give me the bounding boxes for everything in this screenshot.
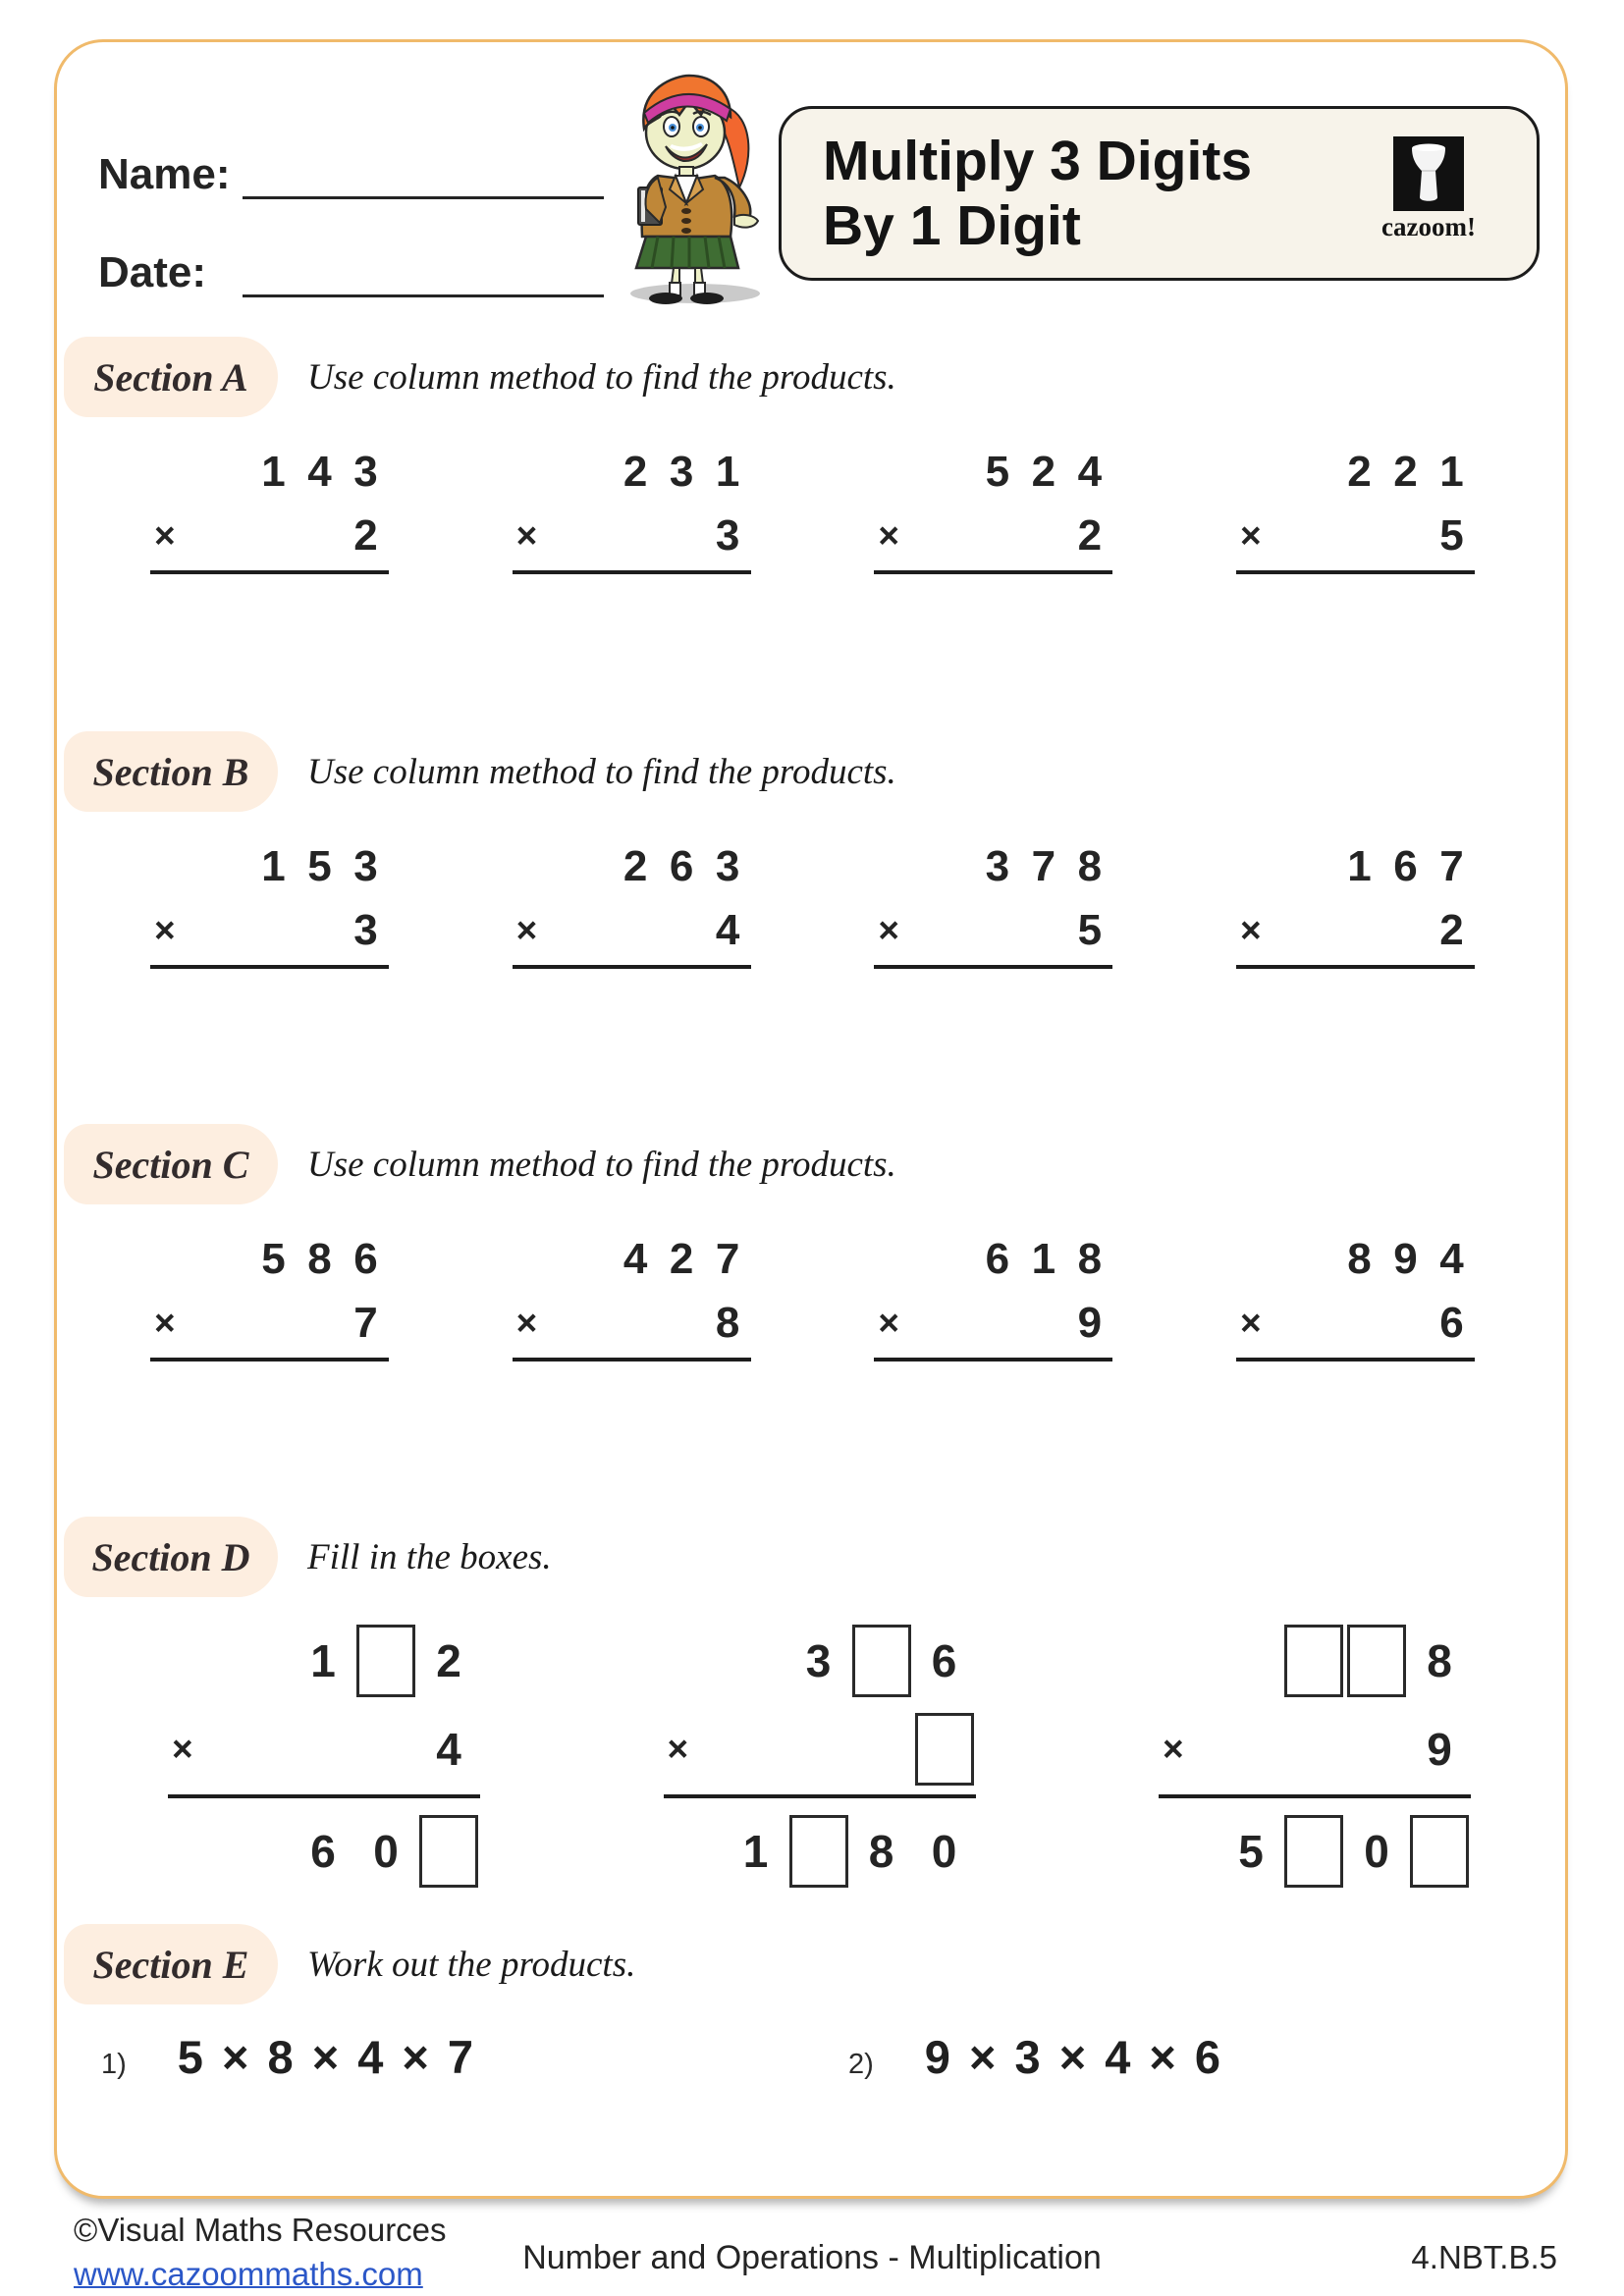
digit: 1 xyxy=(261,842,286,890)
multiply-sign: × xyxy=(1163,1729,1184,1769)
digit: 6 xyxy=(1393,842,1418,890)
footer-standard-code: 4.NBT.B.5 xyxy=(1411,2239,1557,2275)
digit: 4 xyxy=(307,448,332,496)
section-c-label: Section C xyxy=(92,1142,249,1187)
answer-box[interactable] xyxy=(356,1625,415,1697)
section-e xyxy=(57,1924,1565,2083)
digit: 2 xyxy=(623,448,648,496)
cazoom-logo xyxy=(1370,136,1488,242)
problem-b2 xyxy=(513,844,751,1075)
working-area[interactable] xyxy=(1236,574,1475,680)
section-b-label: Section B xyxy=(92,749,249,794)
working-area[interactable] xyxy=(1236,969,1475,1075)
worksheet-page xyxy=(54,39,1568,2199)
logo-wordmark: cazoom! xyxy=(1381,212,1476,241)
digit: 0 xyxy=(1364,1826,1389,1877)
problem-d3 xyxy=(1159,1622,1471,1891)
digit: 8 xyxy=(307,1235,332,1283)
name-field-row xyxy=(98,140,604,199)
digit: 8 xyxy=(868,1826,894,1877)
digit: 1 xyxy=(261,448,286,496)
problem-b3 xyxy=(874,844,1112,1075)
working-area[interactable] xyxy=(513,574,751,680)
date-field-row xyxy=(98,239,604,297)
digit: 2 xyxy=(623,842,648,890)
digit: 6 xyxy=(985,1235,1010,1283)
problem-d1 xyxy=(168,1622,480,1891)
digit: 8 xyxy=(1347,1235,1372,1283)
working-area[interactable] xyxy=(874,574,1112,680)
copyright-text: ©Visual Maths Resources xyxy=(74,2212,447,2248)
name-input-line[interactable] xyxy=(243,145,604,199)
drum-icon xyxy=(1393,136,1464,211)
multiply-sign: × xyxy=(667,1729,689,1769)
section-b xyxy=(57,731,1565,1075)
digit: 5 xyxy=(1439,511,1464,560)
digit: 8 xyxy=(715,1299,740,1347)
expression: 5 × 8 × 4 × 7 xyxy=(177,2031,477,2083)
expression: 9 × 3 × 4 × 6 xyxy=(924,2031,1224,2083)
multiply-sign: × xyxy=(1239,1303,1262,1343)
digit: 4 xyxy=(623,1235,648,1283)
digit: 0 xyxy=(931,1826,957,1877)
section-e-label: Section E xyxy=(92,1942,249,1987)
digit: 5 xyxy=(1238,1826,1264,1877)
working-area[interactable] xyxy=(513,969,751,1075)
digit: 3 xyxy=(715,842,740,890)
digit: 1 xyxy=(310,1635,336,1686)
student-girl-illustration xyxy=(587,60,784,305)
digit: 6 xyxy=(310,1826,336,1877)
answer-box[interactable] xyxy=(789,1815,848,1888)
answer-line xyxy=(664,1794,976,1798)
working-area[interactable] xyxy=(150,969,389,1075)
multiply-sign: × xyxy=(154,910,176,950)
digit: 4 xyxy=(436,1724,461,1775)
problem-number: 2) xyxy=(848,2049,874,2080)
digit: 3 xyxy=(805,1635,832,1686)
digit: 7 xyxy=(715,1235,740,1283)
multiply-sign: × xyxy=(878,515,899,556)
answer-box[interactable] xyxy=(1284,1815,1343,1888)
section-c-badge xyxy=(64,1124,278,1204)
worksheet-title xyxy=(782,129,1252,258)
name-label: Name: xyxy=(98,150,231,198)
digit: 4 xyxy=(1439,1235,1464,1283)
working-area[interactable] xyxy=(513,1362,751,1468)
answer-box[interactable] xyxy=(1410,1815,1469,1888)
digit: 2 xyxy=(1347,448,1372,496)
problem-a4 xyxy=(1236,450,1475,680)
digit: 3 xyxy=(353,448,378,496)
digit: 4 xyxy=(1077,448,1103,496)
digit: 1 xyxy=(1031,1235,1056,1283)
multiply-sign: × xyxy=(515,515,538,556)
section-a-label: Section A xyxy=(93,354,248,400)
section-c-instruction: Use column method to find the products. xyxy=(307,1144,896,1185)
title-line-1: Multiply 3 Digits xyxy=(823,130,1253,192)
digit: 5 xyxy=(1077,906,1103,954)
multiply-sign: × xyxy=(154,515,176,556)
working-area[interactable] xyxy=(874,969,1112,1075)
digit: 9 xyxy=(1427,1724,1452,1775)
website-link[interactable]: www.cazoommaths.com xyxy=(74,2256,423,2292)
digit: 3 xyxy=(715,511,740,560)
answer-box[interactable] xyxy=(915,1713,974,1786)
answer-box[interactable] xyxy=(852,1625,911,1697)
digit: 2 xyxy=(1439,906,1464,954)
multiply-sign: × xyxy=(1239,910,1262,950)
digit: 6 xyxy=(353,1235,378,1283)
working-area[interactable] xyxy=(1236,1362,1475,1468)
section-a xyxy=(57,337,1565,680)
digit: 5 xyxy=(261,1235,286,1283)
section-c xyxy=(57,1124,1565,1468)
problem-a2 xyxy=(513,450,751,680)
problem-b1 xyxy=(150,844,389,1075)
multiply-sign: × xyxy=(878,910,899,950)
section-e-badge xyxy=(64,1924,278,2004)
digit: 0 xyxy=(373,1826,399,1877)
section-e-instruction: Work out the products. xyxy=(307,1944,636,1985)
digit: 2 xyxy=(1031,448,1056,496)
digit: 9 xyxy=(1393,1235,1418,1283)
problem-e2 xyxy=(848,2030,1223,2084)
worksheet-title-box xyxy=(779,106,1540,281)
section-b-instruction: Use column method to find the products. xyxy=(307,751,896,792)
digit: 7 xyxy=(1439,842,1464,890)
digit: 8 xyxy=(1077,842,1103,890)
digit: 2 xyxy=(353,511,378,560)
answer-box[interactable] xyxy=(419,1815,478,1888)
digit: 1 xyxy=(715,448,740,496)
digit: 2 xyxy=(1077,511,1103,560)
section-d xyxy=(57,1517,1565,1891)
section-b-badge xyxy=(64,731,278,812)
digit: 2 xyxy=(669,1235,694,1283)
digit: 7 xyxy=(1031,842,1056,890)
digit: 5 xyxy=(985,448,1010,496)
date-label: Date: xyxy=(98,248,207,296)
answer-box[interactable] xyxy=(1347,1625,1406,1697)
problem-b4 xyxy=(1236,844,1475,1075)
multiply-sign: × xyxy=(515,910,538,950)
problem-c1 xyxy=(150,1237,389,1468)
section-d-label: Section D xyxy=(91,1534,250,1579)
digit: 2 xyxy=(436,1635,461,1686)
problem-d2 xyxy=(664,1622,976,1891)
answer-line xyxy=(1159,1794,1471,1798)
digit: 4 xyxy=(715,906,740,954)
problem-a3 xyxy=(874,450,1112,680)
multiply-sign: × xyxy=(515,1303,538,1343)
footer-topic: Number and Operations - Multiplication xyxy=(522,2239,1102,2276)
section-a-instruction: Use column method to find the products. xyxy=(307,356,896,398)
working-area[interactable] xyxy=(874,1362,1112,1468)
date-input-line[interactable] xyxy=(243,243,604,297)
digit: 9 xyxy=(1077,1299,1103,1347)
digit: 3 xyxy=(985,842,1010,890)
digit: 6 xyxy=(669,842,694,890)
digit: 8 xyxy=(1427,1635,1452,1686)
digit: 6 xyxy=(931,1635,957,1686)
section-a-badge xyxy=(64,337,278,417)
multiply-sign: × xyxy=(878,1303,899,1343)
answer-line xyxy=(168,1794,480,1798)
problem-e1 xyxy=(101,2030,476,2084)
multiply-sign: × xyxy=(154,1303,176,1343)
section-d-badge xyxy=(64,1517,278,1597)
digit: 3 xyxy=(669,448,694,496)
answer-box[interactable] xyxy=(1284,1625,1343,1697)
digit: 1 xyxy=(1439,448,1464,496)
problem-number: 1) xyxy=(101,2049,127,2080)
working-area[interactable] xyxy=(150,574,389,680)
multiply-sign: × xyxy=(1239,515,1262,556)
digit: 3 xyxy=(353,842,378,890)
working-area[interactable] xyxy=(150,1362,389,1468)
digit: 8 xyxy=(1077,1235,1103,1283)
digit: 5 xyxy=(307,842,332,890)
digit: 1 xyxy=(1347,842,1372,890)
problem-a1 xyxy=(150,450,389,680)
problem-c3 xyxy=(874,1237,1112,1468)
digit: 1 xyxy=(742,1826,769,1877)
digit: 2 xyxy=(1393,448,1418,496)
problem-c4 xyxy=(1236,1237,1475,1468)
title-line-2: By 1 Digit xyxy=(823,194,1081,257)
problem-c2 xyxy=(513,1237,751,1468)
multiply-sign: × xyxy=(172,1729,193,1769)
digit: 6 xyxy=(1439,1299,1464,1347)
digit: 7 xyxy=(353,1299,378,1347)
digit: 3 xyxy=(353,906,378,954)
section-d-instruction: Fill in the boxes. xyxy=(307,1536,552,1577)
